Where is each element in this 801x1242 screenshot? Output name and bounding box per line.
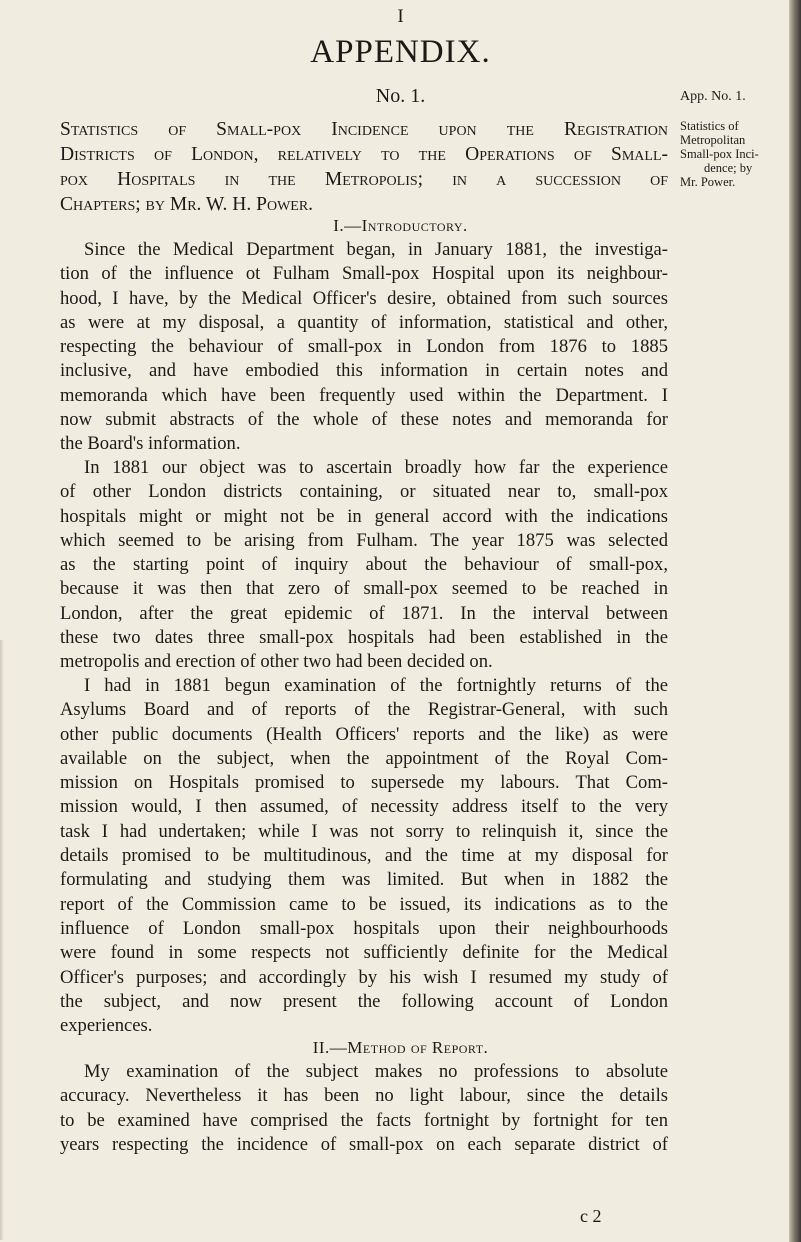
text-line: mission on Hospitals promised to supersede my labours. That Com-: [60, 772, 668, 794]
document-heading: [60, 117, 668, 217]
text-line: inclusive, and have embodied this information in certain notes and: [60, 360, 668, 382]
left-margin-shadow: [0, 640, 4, 1240]
text-line: because it was then that zero of small-pox seemed to be reached in: [60, 578, 668, 600]
text-line: task I had undertaken; while I was not sorry to relinquish it, since the: [60, 820, 668, 842]
section-heading-method: II.—Method of Report.: [312, 1038, 489, 1057]
text-line: mission would, I then assumed, of necessity address itself to the very: [60, 796, 668, 818]
text-line: as the starting point of inquiry about the behaviour of small-pox,: [60, 554, 668, 576]
text-line: now submit abstracts of the whole of these notes and memoranda for: [60, 409, 668, 431]
text-line: of other London districts containing, or situated near to, small-pox: [60, 481, 668, 503]
paragraph-intro-1: [60, 238, 668, 457]
text-line: accuracy. Nevertheless it has been no light labour, since the details: [60, 1085, 668, 1107]
text-line: In 1881 our object was to ascertain broadly how far the experience: [84, 457, 668, 478]
text-line: to be examined have comprised the facts fortnight by fortnight for ten: [60, 1109, 668, 1131]
text-line: the Board's information.: [60, 433, 241, 455]
text-line: My examination of the subject makes no professions to absolute: [84, 1061, 668, 1082]
appendix-reference: App. No. 1.: [680, 89, 746, 104]
text-line: hospitals might or might not be in general accord with the indications: [60, 505, 668, 527]
section-heading-introductory: I.—Introductory.: [333, 216, 468, 235]
heading-line: pox Hospitals in the Metropolis; in a succession of: [60, 169, 668, 190]
text-line: memoranda which have been frequently used within the Department. I: [60, 384, 668, 406]
text-line: metropolis and erection of other two had been decided on.: [60, 651, 493, 673]
text-line: these two dates three small-pox hospitals had been established in the: [60, 627, 668, 649]
margin-note-line: Statistics of: [680, 119, 739, 133]
text-line: hood, I have, by the Medical Officer's desire, obtained from such sources: [60, 287, 668, 309]
text-line: the subject, and now present the following account of London: [60, 990, 668, 1012]
margin-note-line: Mr. Power.: [680, 175, 736, 189]
heading-line: Statistics of Small-pox Incidence upon the Registration: [60, 119, 668, 140]
text-line: available on the subject, when the appointment of the Royal Com-: [60, 747, 668, 769]
text-line: Officer's purposes; and accordingly by his wish I resumed my study of: [60, 966, 668, 988]
text-line: details promised to be multitudinous, and the time at my disposal for: [60, 845, 668, 867]
text-line: other public documents (Health Officers' reports and the like) as were: [60, 723, 668, 745]
text-line: Since the Medical Department began, in January 1881, the investiga-: [84, 239, 668, 260]
margin-note-line: dence; by: [704, 161, 753, 175]
text-line: Asylums Board and of reports of the Registrar-General, with such: [60, 699, 668, 721]
margin-note-line: Metropolitan: [680, 133, 746, 147]
heading-line: Chapters; by Mr. W. H. Power.: [60, 194, 314, 215]
paragraph-intro-2: [60, 456, 668, 675]
margin-note: [680, 119, 790, 189]
paragraph-intro-3: [60, 674, 668, 1038]
text-line: influence of London small-pox hospitals upon their neighbourhoods: [60, 917, 668, 939]
document-number: No. 1.: [375, 85, 426, 107]
text-line: which seemed to be arising from Fulham. The year 1875 was selected: [60, 529, 668, 551]
paragraph-method-1: [60, 1060, 668, 1157]
text-line: as were at my disposal, a quantity of information, statistical and other,: [60, 311, 668, 333]
text-line: London, after the great epidemic of 1871. In the interval between: [60, 602, 668, 624]
text-line: formulating and studying them was limited. But when in 1882 the: [60, 869, 668, 891]
text-line: tion of the influence ot Fulham Small-pox Hospital upon its neighbour-: [60, 263, 668, 285]
signature-mark: c 2: [580, 1206, 602, 1226]
text-line: report of the Commission came to be issued, its indications as to the: [60, 893, 668, 915]
text-line: were found in some respects not sufficiently definite for the Medical: [60, 942, 668, 964]
text-line: years respecting the incidence of small-pox on each separate district of: [60, 1133, 668, 1155]
appendix-title: APPENDIX.: [310, 34, 491, 70]
page-number: I: [397, 6, 404, 27]
heading-line: Districts of London, relatively to the Operations of Small-: [60, 144, 668, 165]
text-line: respecting the behaviour of small-pox in London from 1876 to 1885: [60, 336, 668, 358]
margin-note-line: Small-pox Inci-: [680, 147, 759, 161]
text-line: I had in 1881 begun examination of the fortnightly returns of the: [84, 675, 668, 696]
text-line: experiences.: [60, 1015, 153, 1037]
